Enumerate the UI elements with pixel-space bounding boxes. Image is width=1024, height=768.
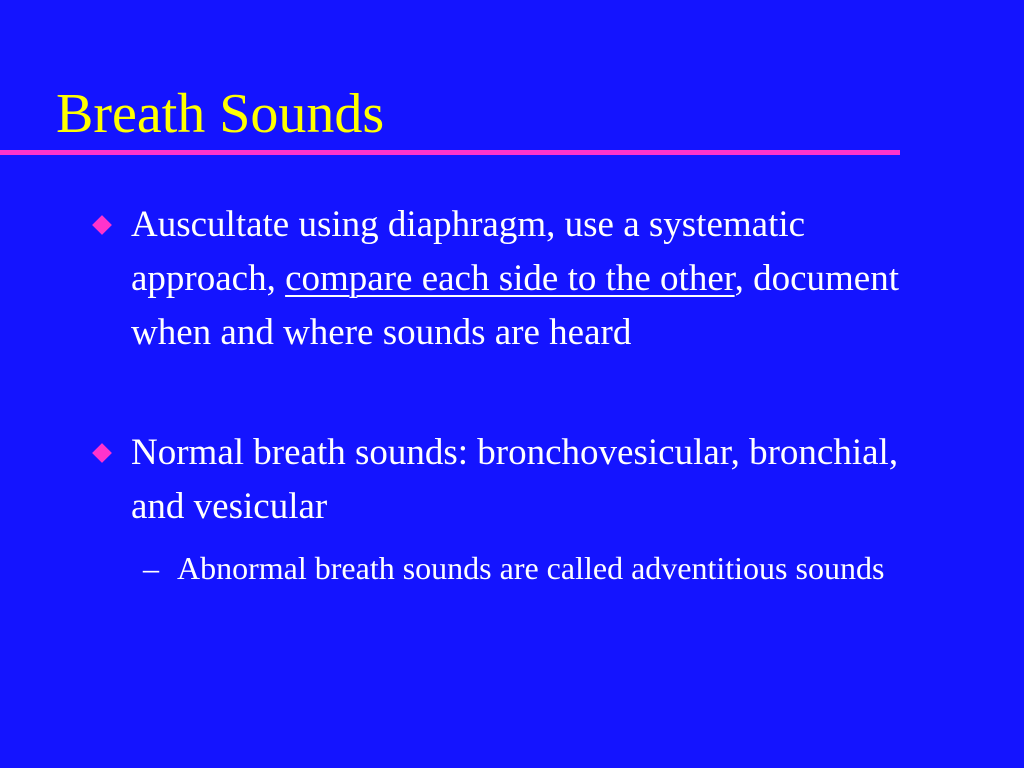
- bullet-item-auscultate: [131, 198, 931, 360]
- title-underline-rule: [0, 150, 900, 155]
- bullet-text: Normal breath sounds: bronchovesicular, bronchial, and vesicular: [131, 432, 899, 527]
- pink-diamond-bullet-icon: [92, 443, 112, 463]
- bullet-item-normal-breath-sounds: [131, 426, 931, 534]
- bullet-text-part: , document when and where sounds are heard: [131, 258, 900, 353]
- bullet-text-part: Auscultate using diaphragm, use a systematic approach,: [131, 204, 806, 299]
- sub-bullet-text: Abnormal breath sounds are called adventitious sounds: [177, 550, 885, 586]
- sub-bullet-abnormal-breath-sounds: [143, 545, 967, 591]
- pink-diamond-bullet-icon: [92, 215, 112, 235]
- sub-bullet-dash: –: [143, 550, 159, 586]
- underlined-emphasis-text: compare each side to the other: [285, 258, 735, 299]
- slide-title: Breath Sounds: [56, 83, 385, 145]
